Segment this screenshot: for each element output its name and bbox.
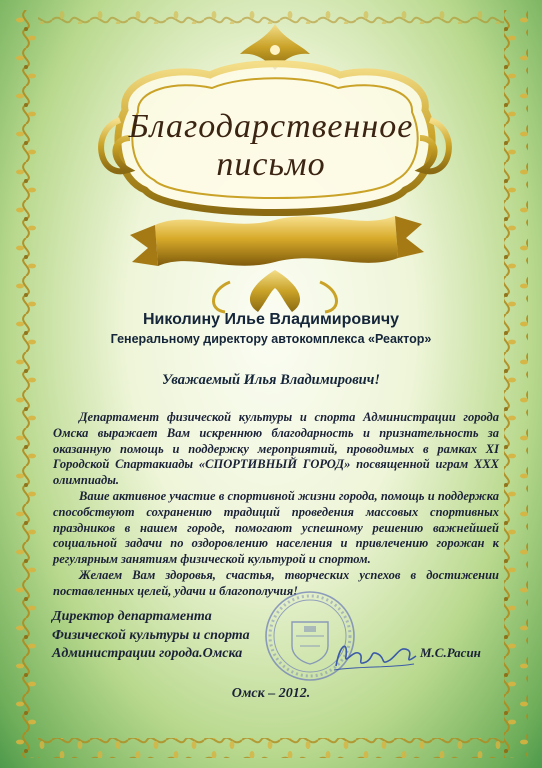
body-paragraph-3: Желаем Вам здоровья, счастья, творческих успехов в достижении поставленных целей, удачи и благополучия!: [53, 567, 499, 598]
signature-block: [52, 608, 250, 664]
signature-title-line3: Администрации города.Омска: [52, 646, 243, 661]
signature-title-line1: Директор департамента: [52, 609, 212, 624]
body-paragraph-1: Департамент физической культуры и спорта Администрации города Омска выражает Вам искреннюю благодарность и признательность за оказанную помощь и поддержку мероприятий, проводимых в рамках XI Городской Спартакиады «СПОРТИВНЫЙ ГОРОД» посвященной играм XXX олимпиады.: [53, 410, 499, 488]
signature-title-line2: Физической культуры и спорта: [52, 627, 250, 643]
greeting: Уважаемый Илья Владимирович!: [161, 372, 381, 388]
signer-name: М.С.Расин: [420, 645, 481, 660]
place-and-year: Омск – 2012.: [231, 686, 311, 701]
document-title-line1: Благодарственное: [128, 108, 414, 145]
body-paragraph-2: Ваше активное участие в спортивной жизни города, помощь и поддержка способствуют сохранению традиций проведения массовых спортивных праздников в нашем городе, помогают успешному решению важнейшей социальной задачи по оздоровлению населения и привлечению горожан к регулярным занятиям физической культурой и спортом.: [53, 488, 499, 567]
handwritten-signature-icon: [330, 636, 420, 674]
letter-body: [53, 410, 499, 600]
recipient-name: Николину Илье Владимировичу: [142, 311, 400, 328]
recipient-position: Генеральному директору автокомплекса «Реактор»: [110, 332, 432, 346]
document-title-line2: письмо: [216, 146, 326, 183]
